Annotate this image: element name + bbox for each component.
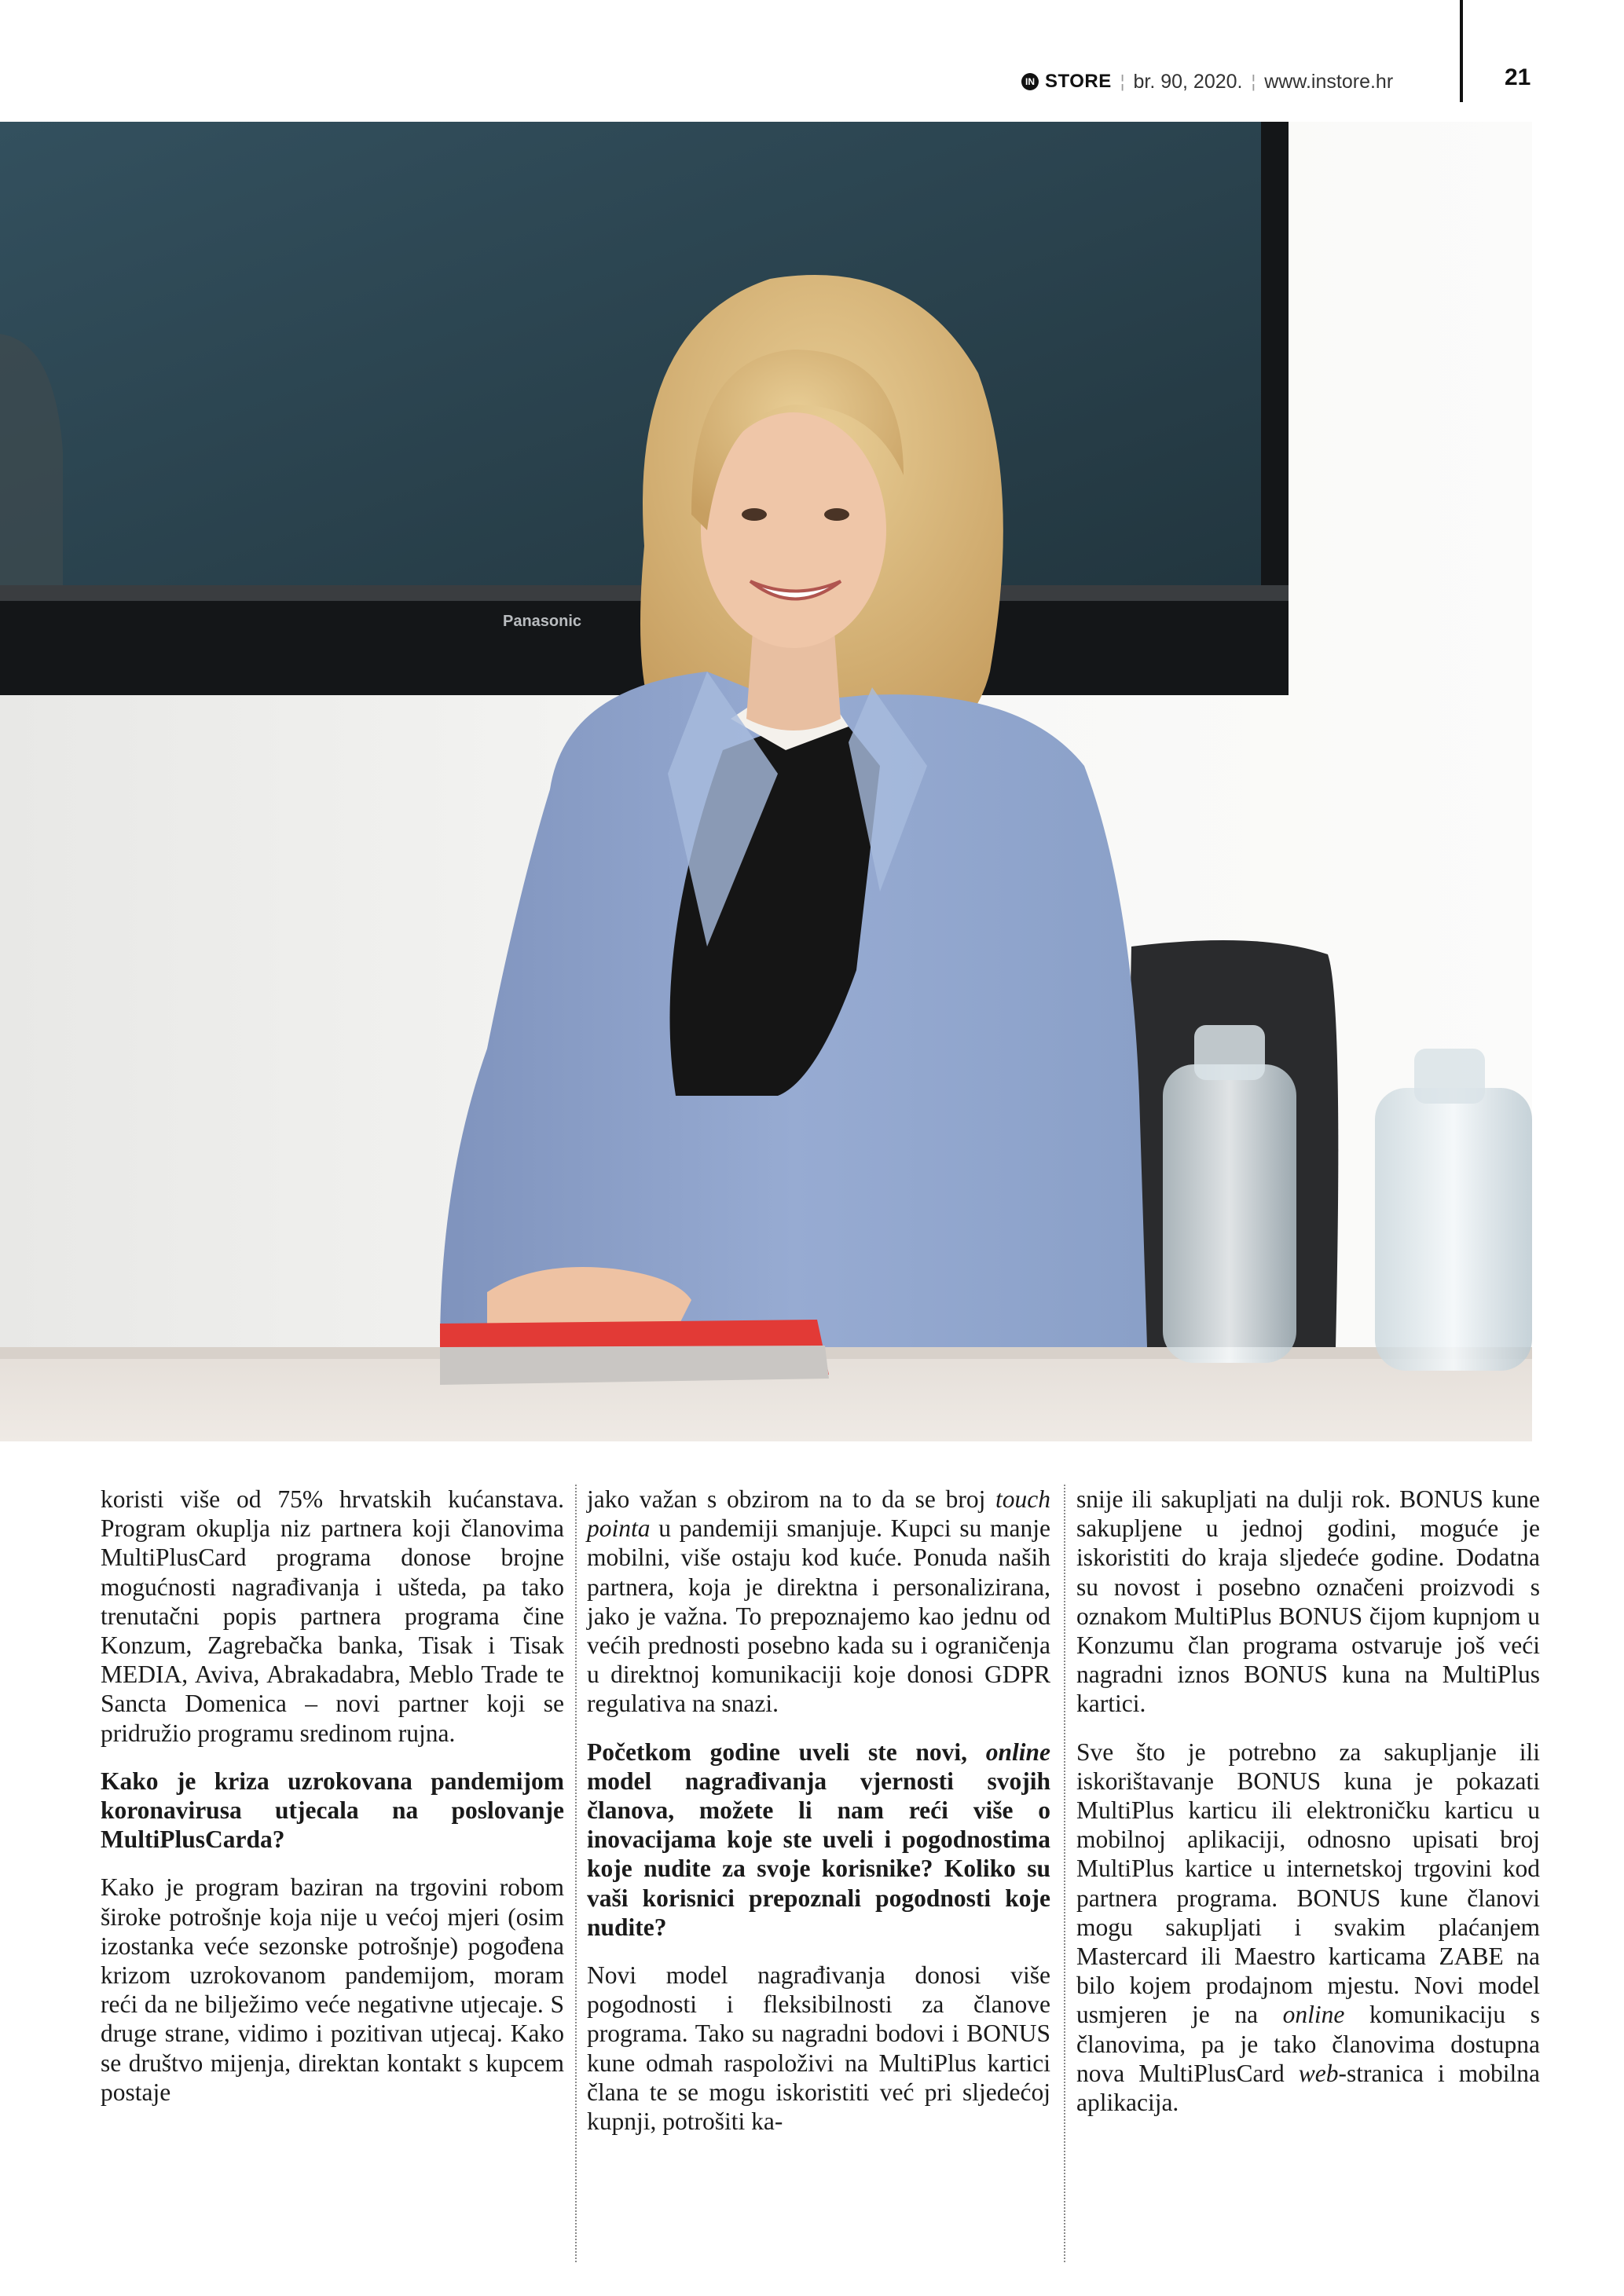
article-column-3: [1076, 1485, 1540, 2136]
brand-name: STORE: [1045, 71, 1112, 92]
portrait-illustration: [0, 122, 1532, 1441]
paragraph: Sve što je potrebno za sakupljanje ili iskorištavanje BONUS kuna je pokazati MultiPlus karticu ili elektroničku karticu u mobilnoj aplikaciji, odnosno upisati broj MultiPlus kartice u internetskoj trgovini kod partnera programa. BONUS kune članovi mogu sakupljati i svakim plaćanjem Mastercard ili Maestro karticama ZABE na bilo kojem prodajnom mjestu. Novi model usmjeren je na online komunikaciju s članovima, pa je tako članovima dostupna nova MultiPlusCard web-stranica i mobilna aplikacija.: [1076, 1738, 1540, 2117]
paragraph: snije ili sakupljati na dulji rok. BONUS kune sakupljene u jednoj godini, moguće je iskoristiti do kraja sljedeće godine. Dodatna su novost i posebno označeni proizvodi s oznakom MultiPlus BONUS čijom kupnjom u Konzumu član programa ostvaruje još veći nagradni iznos BONUS kuna na MultiPlus kartici.: [1076, 1485, 1540, 1718]
instore-logo-icon: IN: [1021, 73, 1039, 90]
interview-question: Kako je kriza uzrokovana pandemijom koronavirusa utjecala na poslovanje MultiPlusCarda?: [101, 1767, 564, 1854]
header-separator: ¦: [1251, 71, 1256, 91]
paragraph: Novi model nagrađivanja donosi više pogodnosti i fleksibilnosti za članove programa. Tako su nagradni bodovi i BONUS kune odmah raspoloživi na MultiPlus kartici člana te se mogu iskoristiti već pri sljedećoj kupnji, potrošiti ka-: [587, 1961, 1050, 2136]
paragraph: Kako je program baziran na trgovini robom široke potrošnje koja nije u većoj mjeri (osim izostanka veće sezonske potrošnje) pogođena krizom uzrokovanom pandemijom, moram reći da ne bilježimo veće negativne utjecaje. S druge strane, vidimo i pozitivan utjecaj. Kako se društvo mijenja, direktan kontakt s kupcem postaje: [101, 1873, 564, 2106]
header-separator: ¦: [1120, 71, 1125, 91]
tv-brand-label: Panasonic: [503, 613, 582, 630]
column-divider: [575, 1485, 577, 2262]
header-vertical-rule: [1460, 0, 1463, 102]
website-link[interactable]: www.instore.hr: [1264, 70, 1394, 93]
paragraph: koristi više od 75% hrvatskih kućanstava. Program okuplja niz partnera koji članovima MultiPlusCard programa donose brojne mogućnosti nagrađivanja i ušteda, pa tako trenutačni popis partnera programa čine Konzum, Zagrebačka banka, Tisak i Tisak MEDIA, Aviva, Abrakadabra, Meblo Trade te Sancta Domenica – novi partner koji se pridružio programu sredinom rujna.: [101, 1485, 564, 1747]
emphasis: touch pointa: [587, 1485, 1050, 1543]
article-column-2: [587, 1485, 1050, 2155]
issue-number: br. 90, 2020.: [1133, 70, 1243, 93]
page-header: [1021, 66, 1393, 97]
tv-screen: [0, 122, 1261, 585]
article-column-1: [101, 1485, 564, 2126]
emphasis: online: [985, 1738, 1050, 1766]
page-number: 21: [1505, 64, 1531, 90]
emphasis: online: [1282, 2001, 1345, 2029]
paragraph: jako važan s obzirom na to da se broj touch pointa u pandemiji smanjuje. Kupci su manje mobilni, više ostaju kod kuće. Ponuda naših partnera, koja je direktna i personalizirana, jako je važna. To prepoznajemo kao jednu od većih prednosti posebno kada su i ograničenja u direktnoj komunikaciji koje donosi GDPR regulativa na snazi.: [587, 1485, 1050, 1718]
emphasis: web: [1298, 2059, 1339, 2087]
portrait-photo: [0, 122, 1532, 1441]
column-divider: [1064, 1485, 1065, 2262]
interview-question: Početkom godine uveli ste novi, online model nagrađivanja vjernosti svojih članova, možete li nam reći više o inovacijama koje ste uveli i pogodnostima koje nudite za svoje korisnike? Koliko su vaši korisnici prepoznali pogodnosti koje nudite?: [587, 1738, 1050, 1941]
